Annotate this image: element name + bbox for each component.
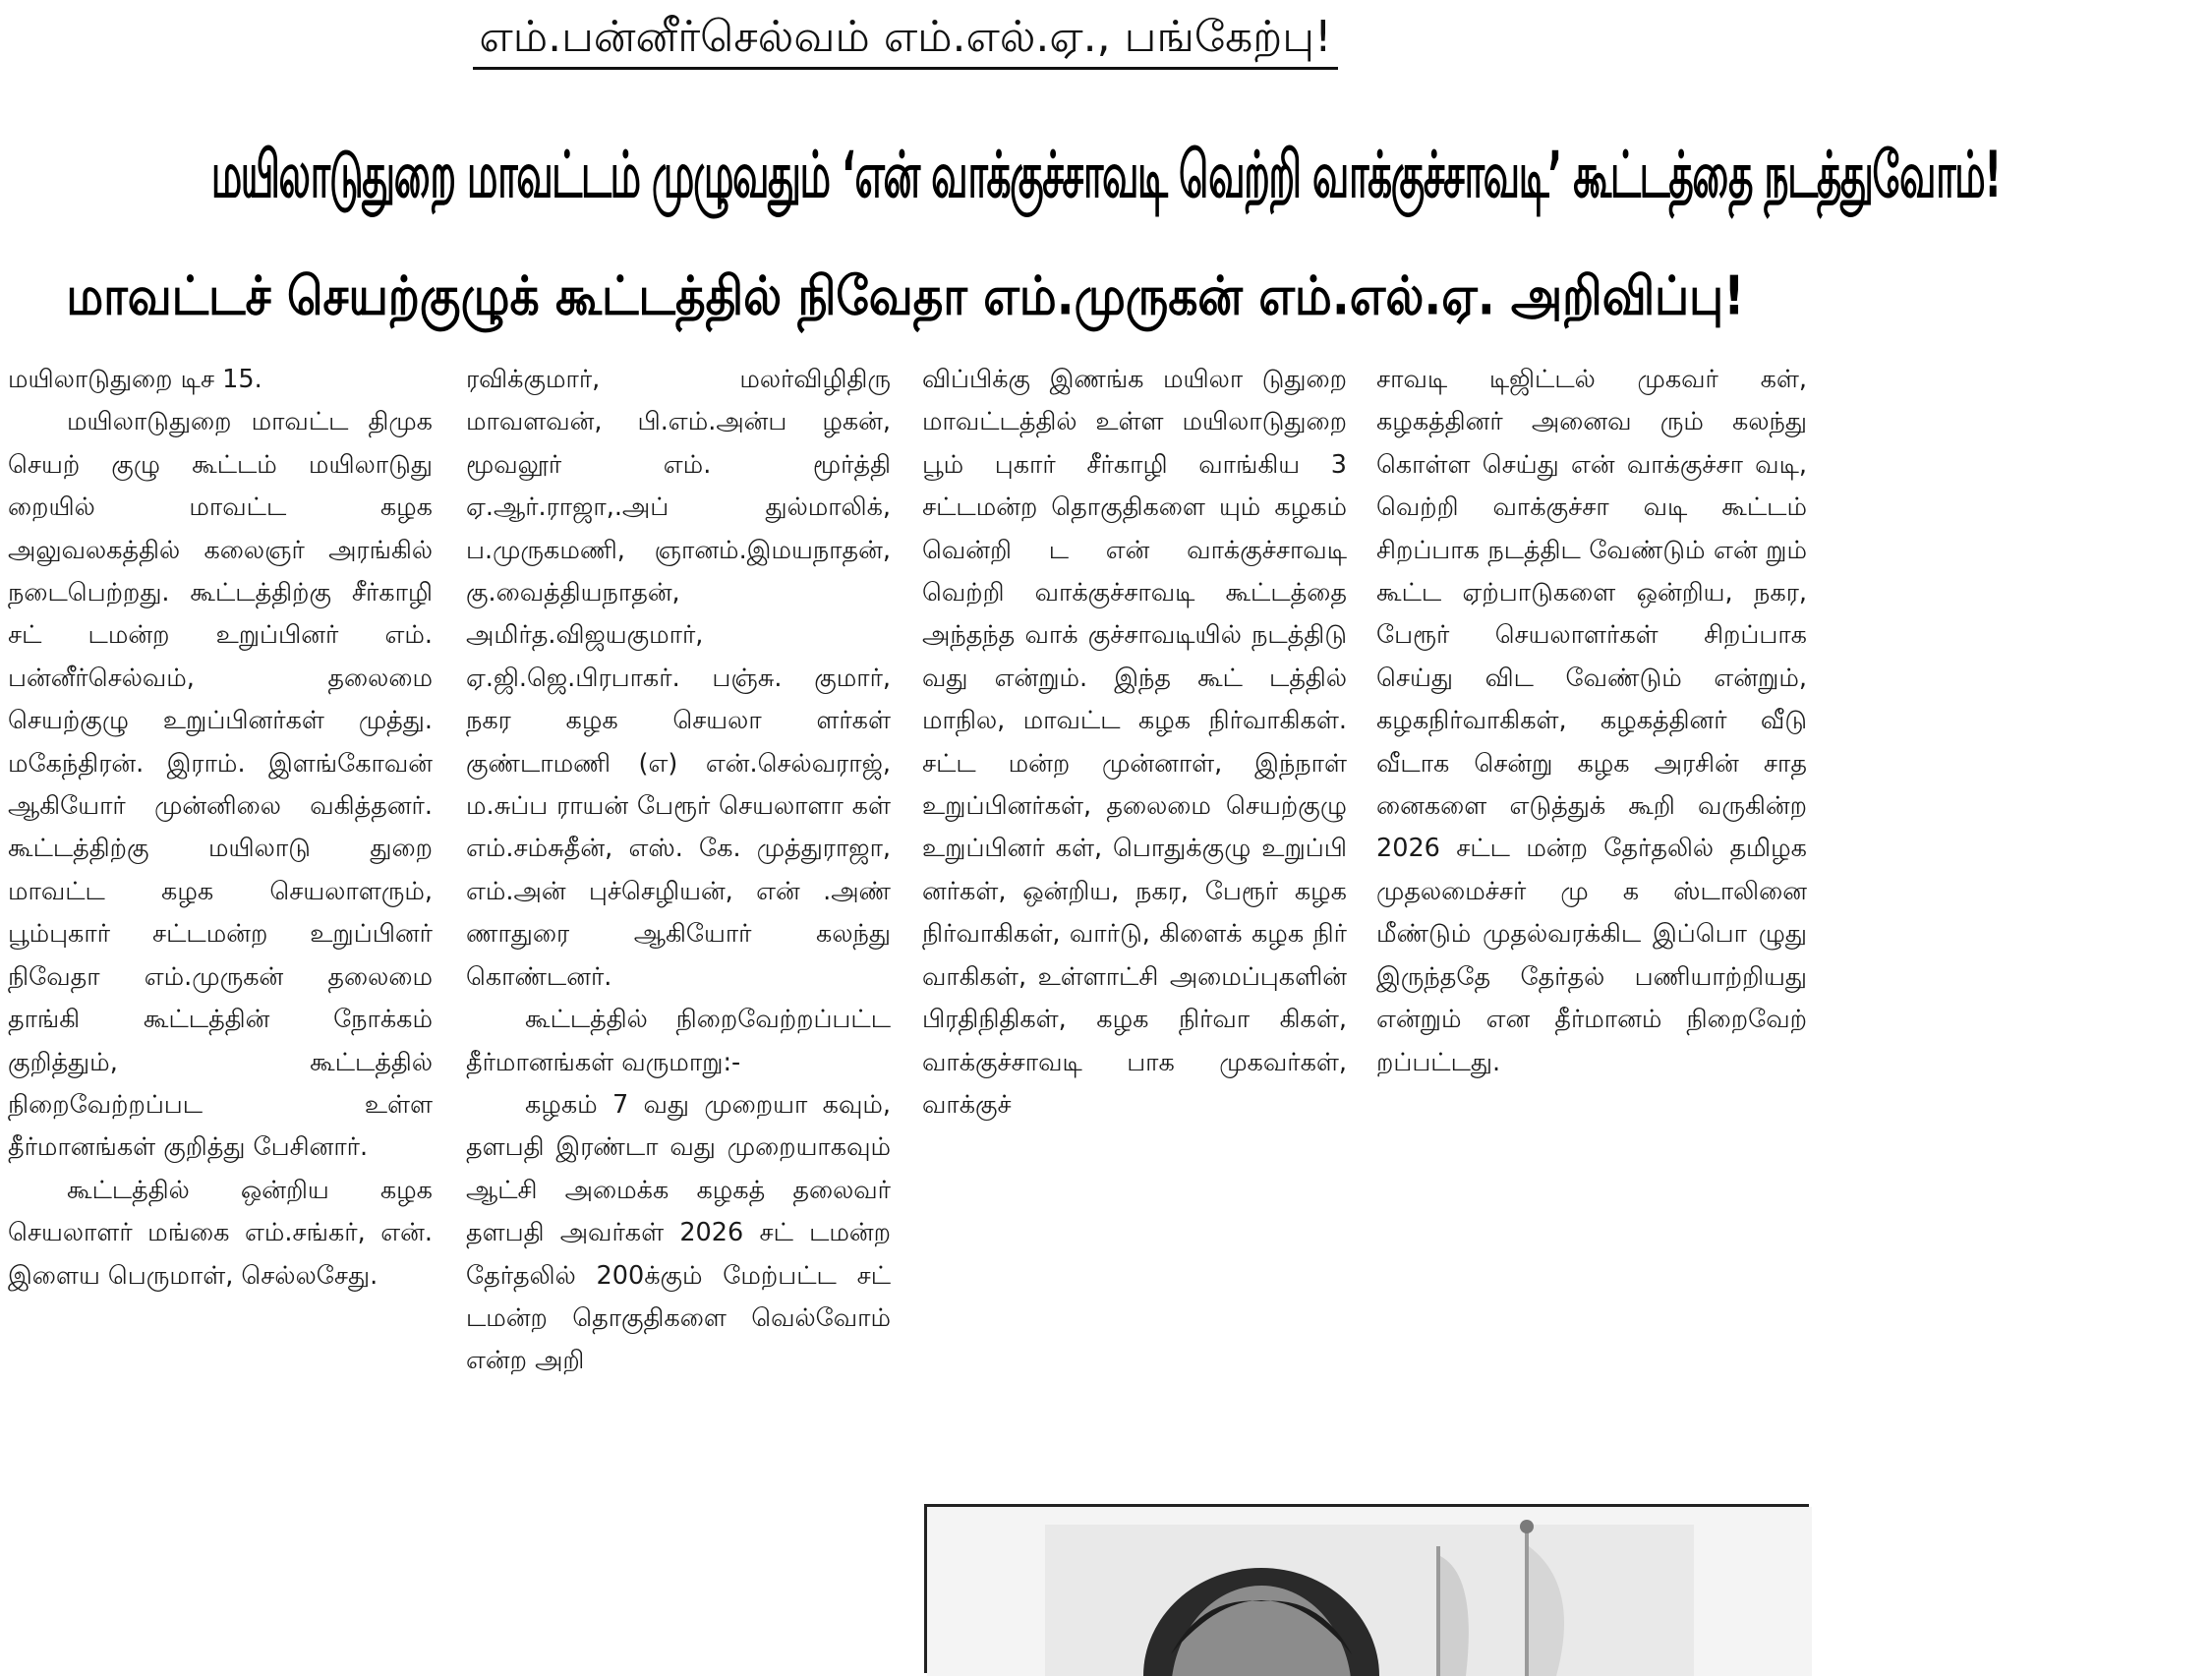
headline: மயிலாடுதுறை மாவட்டம் முழுவதும் ‘என் வாக்குச்சாவடி வெற்றி வாக்குச்சாவடி’ கூட்டத்தை நடத்துவோம்! bbox=[210, 138, 2001, 213]
paragraph: விப்பிக்கு இணங்க மயிலா டுதுறை மாவட்டத்தில் உள்ள மயிலாடுதுறை பூம் புகார் சீர்காழி வாங்கிய 3 சட்டமன்ற தொகுதிகளை யும் கழகம் வென்றி ட என் வாக்குச்சாவடி வெற்றி வாக்குச்சாவடி கூட்டத்தை அந்தந்த வாக் குச்சாவடியில் நடத்திடு வது என்றும். இந்த கூட் டத்தில் மாநில, மாவட்ட கழக நிர்வாகிகள். சட்ட மன்ற முன்னாள், இந்நாள் உறுப்பினர்கள், தலைமை செயற்குழு உறுப்பினர் கள், பொதுக்குழு உறுப்பி னர்கள், ஒன்றிய, நகர, பேரூர் கழக நிர்வாகிகள், வார்டு, கிளைக் கழக நிர் வாகிகள், உள்ளாட்சி அமைப்புகளின் பிரதிநிதிகள், கழக நிர்வா கிகள், வாக்குச்சாவடி பாக முகவர்கள், வாக்குச் bbox=[922, 365, 1347, 1120]
subheadline: மாவட்டச் செயற்குழுக் கூட்டத்தில் நிவேதா எம்.முருகன் எம்.எல்.ஏ. அறிவிப்பு! bbox=[66, 264, 1745, 328]
paragraph: சாவடி டிஜிட்டல் முகவர் கள், கழகத்தினர் அனைவ ரும் கலந்து கொள்ள செய்து என் வாக்குச்சா வடி, வெற்றி வாக்குச்சா வடி கூட்டம் சிறப்பாக நடத்திட வேண்டும் என் றும் கூட்ட ஏற்பாடுகளை ஒன்றிய, நகர, பேரூர் செயலாளர்கள் சிறப்பாக செய்து விட வேண்டும் என்றும், கழகநிர்வாகிகள், கழகத்தினர் வீடு வீடாக சென்று கழக அரசின் சாத னைகளை எடுத்துக் கூறி வருகின்ற 2026 சட்ட மன்ற தேர்தலில் தமிழக முதலமைச்சர் மு க ஸ்டாலினை மீண்டும் முதல்வரக்கிட இப்பொ ழுது இருந்ததே தேர்தல் பணியாற்றியது என்றும் என தீர்மானம் நிறைவேற் றப்பட்டது. bbox=[1376, 365, 1807, 1077]
column-1 bbox=[8, 359, 433, 1673]
column-3 bbox=[922, 359, 1347, 1501]
paragraph: மயிலாடுதுறை மாவட்ட திமுக செயற் குழு கூட்டம் மயிலாடுது றையில் மாவட்ட கழக அலுவலகத்தில் கலைஞர் அரங்கில் நடைபெற்றது. கூட்டத்திற்கு சீர்காழி சட் டமன்ற உறுப்பினர் எம். பன்னீர்செல்வம், தலைமை செயற்குழு உறுப்பினர்கள் முத்து. மகேந்திரன். இராம். இளங்கோவன் ஆகியோர் முன்னிலை வகித்தனர். கூட்டத்திற்கு மயிலாடு துறை மாவட்ட கழக செயலாளரும், பூம்புகார் சட்டமன்ற உறுப்பினர் நிவேதா எம்.முருகன் தலைமை தாங்கி கூட்டத்தின் நோக்கம் குறித்தும், கூட்டத்தில் நிறைவேற்றப்பட உள்ள தீர்மானங்கள் குறித்து பேசினார். bbox=[8, 407, 433, 1163]
paragraph: கழகம் 7 வது முறையா கவும், தளபதி இரண்டா வது முறையாகவும் ஆட்சி அமைக்க கழகத் தலைவர் தளபதி அவர்கள் 2026 சட் டமன்ற தேர்தலில் 200க்கும் மேற்பட்ட சட் டமன்ற தொகுதிகளை வெல்வோம் என்ற அறி bbox=[466, 1089, 891, 1376]
paragraph: கூட்டத்தில் ஒன்றிய கழக செயலாளர் மங்கை எம்.சங்கர், என். இளைய பெருமாள், செல்லசேது. bbox=[8, 1175, 433, 1291]
kicker-line bbox=[0, 8, 1811, 70]
article-body bbox=[0, 359, 1811, 1673]
paragraph: கூட்டத்தில் நிறைவேற்றப்பட்ட தீர்மானங்கள் வருமாறு:- bbox=[466, 1005, 891, 1077]
news-photo bbox=[924, 1504, 1809, 1673]
column-4 bbox=[1376, 359, 1807, 1501]
column-2 bbox=[466, 359, 891, 1673]
paragraph: ரவிக்குமார், மலர்விழிதிரு மாவளவன், பி.எம்.அன்ப ழகன், மூவலூர் எம். மூர்த்தி ஏ.ஆர்.ராஜா,.அப் துல்மாலிக், ப.முருகமணி, ஞானம்.இமயநாதன், கு.வைத்தியநாதன், அமிர்த.விஜயகுமார், ஏ.ஜி.ஜெ.பிரபாகர். பஞ்சு. குமார், நகர கழக செயலா ளர்கள் குண்டாமணி (எ) என்.செல்வராஜ், ம.சுப்ப ராயன் பேரூர் செயலாளா கள் எம்.சம்சுதீன், எஸ். கே. முத்துராஜா, எம்.அன் புச்செழியன், என் .அண் ணாதுரை ஆகியோர் கலந்து கொண்டனர். bbox=[466, 365, 891, 992]
dateline: மயிலாடுதுறை டிச 15. bbox=[8, 365, 262, 394]
portrait-photo-illustration bbox=[927, 1507, 1812, 1676]
kicker-text: எம்.பன்னீர்செல்வம் எம்.எல்.ஏ., பங்கேற்பு! bbox=[473, 8, 1337, 70]
